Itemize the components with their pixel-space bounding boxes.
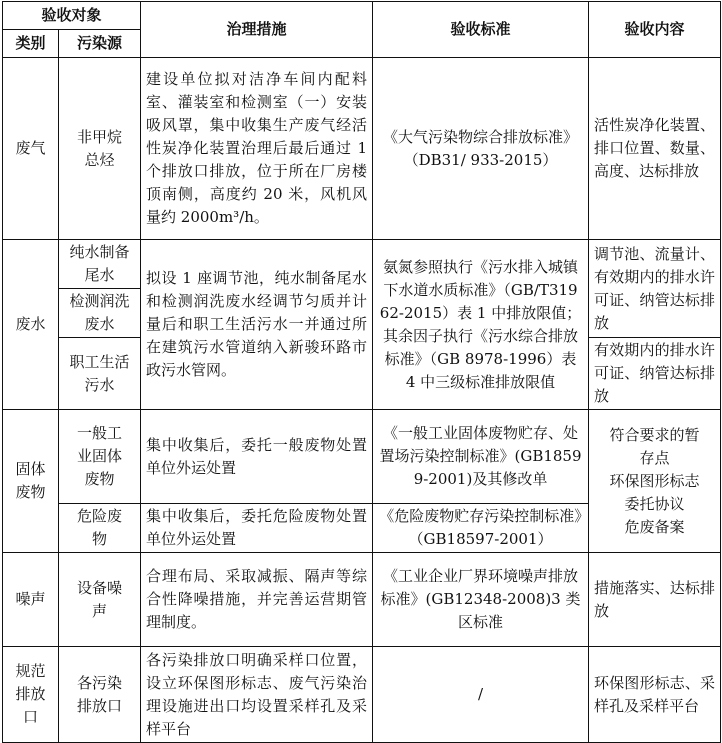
source-solid-2: 危险废 物 xyxy=(59,504,141,553)
row-exhaust xyxy=(3,58,721,240)
source-noise: 设备噪 声 xyxy=(59,553,141,647)
standard-wastewater: 氨氮参照执行《污水排入城镇下水道水质标准》（GB/T31962-2015）表 1 中排放限值；其余因子执行《污水综合排放标准》（GB 8978-1996）表 4 中三级标准排放限值 xyxy=(373,240,589,410)
standard-solid-2: 《危险废物贮存污染控制标准》（GB18597-2001） xyxy=(373,504,589,553)
header-measures: 治理措施 xyxy=(141,2,373,58)
header-source: 污染源 xyxy=(59,30,141,58)
standard-outlet: / xyxy=(373,647,589,743)
source-wastewater-2: 检测润洗废水 xyxy=(59,289,141,338)
measures-solid-2: 集中收集后，委托危险废物处置单位外运处置 xyxy=(141,504,373,553)
content-wastewater-1: 调节池、流量计、有效期内的排水许可证、纳管达标排放 xyxy=(589,240,721,338)
row-noise xyxy=(3,553,721,647)
acceptance-table xyxy=(2,1,721,743)
measures-solid-1: 集中收集后，委托一般废物处置单位外运处置 xyxy=(141,410,373,504)
content-noise: 措施落实、达标排放 xyxy=(589,553,721,647)
row-solid-1 xyxy=(3,410,721,504)
standard-noise: 《工业企业厂界环境噪声排放标准》(GB12348-2008)3 类区标准 xyxy=(373,553,589,647)
category-noise: 噪声 xyxy=(3,553,59,647)
source-wastewater-3: 职工生活污水 xyxy=(59,338,141,410)
content-outlet: 环保图形标志、采样孔及采样平台 xyxy=(589,647,721,743)
measures-wastewater: 拟设 1 座调节池，纯水制备尾水和检测润洗废水经调节匀质并计量后和职工生活污水一并通过所在建筑污水管道纳入新骏环路市政污水管网。 xyxy=(141,240,373,410)
measures-outlet: 各污染排放口明确采样口位置，设立环保图形标志、废气污染治理设施进出口均设置采样孔及采样平台 xyxy=(141,647,373,743)
category-solid: 固体 废物 xyxy=(3,410,59,553)
source-solid-1: 一般工 业固体 废物 xyxy=(59,410,141,504)
category-wastewater: 废水 xyxy=(3,240,59,410)
standard-solid-1: 《一般工业固体废物贮存、处置场污染控制标准》(GB18599-2001)及其修改单 xyxy=(373,410,589,504)
row-wastewater-1 xyxy=(3,240,721,289)
header-row-top xyxy=(3,2,721,30)
measures-noise: 合理布局、采取减振、隔声等综合性降噪措施，并完善运营期管理制度。 xyxy=(141,553,373,647)
measures-exhaust: 建设单位拟对洁净车间内配料室、灌装室和检测室（一）安装吸风罩，集中收集生产废气经活性炭净化装置治理后最后通过 1 个排放口排放，位于所在厂房楼顶南侧，高度约 20 米，风机风量约 2000m³/h。 xyxy=(141,58,373,240)
header-object: 验收对象 xyxy=(3,2,141,30)
source-outlet: 各污染 排放口 xyxy=(59,647,141,743)
category-outlet: 规范 排放 口 xyxy=(3,647,59,743)
standard-exhaust: 《大气污染物综合排放标准》（DB31/ 933-2015） xyxy=(373,58,589,240)
source-wastewater-1: 纯水制备尾水 xyxy=(59,240,141,289)
category-exhaust: 废气 xyxy=(3,58,59,240)
content-wastewater-2: 有效期内的排水许可证、纳管达标排放 xyxy=(589,338,721,410)
header-standard: 验收标准 xyxy=(373,2,589,58)
source-exhaust: 非甲烷 总烃 xyxy=(59,58,141,240)
content-exhaust: 活性炭净化装置、排口位置、数量、高度、达标排放 xyxy=(589,58,721,240)
content-solid: 符合要求的暂 存点 环保图形标志 委托协议 危废备案 xyxy=(589,410,721,553)
header-category: 类别 xyxy=(3,30,59,58)
row-outlet xyxy=(3,647,721,743)
header-content: 验收内容 xyxy=(589,2,721,58)
